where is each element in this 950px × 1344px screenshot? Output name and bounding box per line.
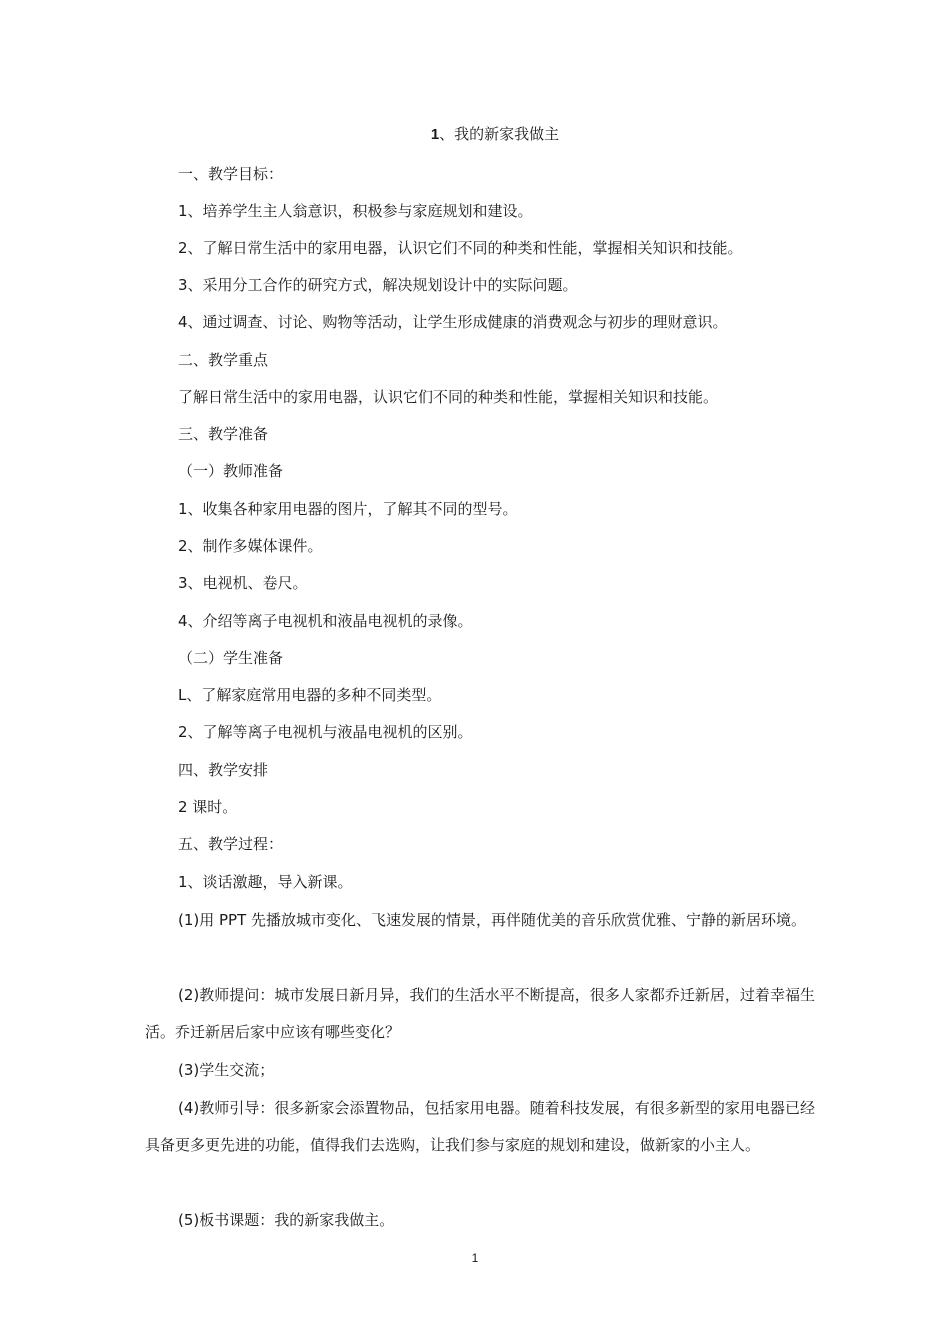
heading-objectives: 一、教学目标： bbox=[178, 165, 284, 183]
subheading-student-prep: （二）学生准备 bbox=[178, 649, 284, 667]
student-prep-2: 2、了解等离子电视机与液晶电视机的区别。 bbox=[178, 723, 473, 741]
process-para-2: (2)教师提问：城市发展日新月异，我们的生活水平不断提高，很多人家都乔迁新居，过着幸福生活。乔迁新居后家中应该有哪些变化？ bbox=[145, 986, 815, 1041]
process-para-1: (1)用 PPT 先播放城市变化、飞速发展的情景，再伴随优美的音乐欣赏优雅、宁静的新居环境。 bbox=[178, 911, 807, 929]
teacher-prep-3: 3、电视机、卷尺。 bbox=[178, 574, 308, 592]
objective-3: 3、采用分工合作的研究方式，解决规划设计中的实际问题。 bbox=[178, 276, 578, 294]
student-prep-1: L、了解家庭常用电器的多种不同类型。 bbox=[178, 686, 442, 704]
process-para-5: (5)板书课题：我的新家我做主。 bbox=[178, 1211, 395, 1229]
process-para-3: (3)学生交流； bbox=[178, 1061, 275, 1079]
schedule-text: 2 课时。 bbox=[178, 798, 238, 816]
objective-4: 4、通过调查、讨论、购物等活动，让学生形成健康的消费观念与初步的理财意识。 bbox=[178, 313, 728, 331]
title-number: 1 bbox=[430, 126, 440, 143]
teacher-prep-2: 2、制作多媒体课件。 bbox=[178, 537, 323, 555]
title-text: 、我的新家我做主 bbox=[439, 125, 560, 143]
heading-preparation: 三、教学准备 bbox=[178, 425, 269, 443]
process-para-4: (4)教师引导：很多新家会添置物品，包括家用电器。随着科技发展，有很多新型的家用电器已经具备更多更先进的功能，值得我们去选购，让我们参与家庭的规划和建设，做新家的小主人。 bbox=[145, 1099, 815, 1154]
teacher-prep-4: 4、介绍等离子电视机和液晶电视机的录像。 bbox=[178, 612, 473, 630]
heading-schedule: 四、教学安排 bbox=[178, 761, 269, 779]
heading-process: 五、教学过程： bbox=[178, 835, 284, 853]
process-step-1: 1、谈话激趣，导入新课。 bbox=[178, 873, 353, 891]
subheading-teacher-prep: （一）教师准备 bbox=[178, 462, 284, 480]
objective-1: 1、培养学生主人翁意识，积极参与家庭规划和建设。 bbox=[178, 202, 533, 220]
teacher-prep-1: 1、收集各种家用电器的图片，了解其不同的型号。 bbox=[178, 500, 518, 518]
key-points-text: 了解日常生活中的家用电器，认识它们不同的种类和性能，掌握相关知识和技能。 bbox=[178, 388, 719, 406]
page-number: 1 bbox=[471, 1251, 479, 1265]
document-title bbox=[0, 124, 950, 145]
heading-key-points: 二、教学重点 bbox=[178, 351, 269, 369]
objective-2: 2、了解日常生活中的家用电器，认识它们不同的种类和性能，掌握相关知识和技能。 bbox=[178, 239, 743, 257]
